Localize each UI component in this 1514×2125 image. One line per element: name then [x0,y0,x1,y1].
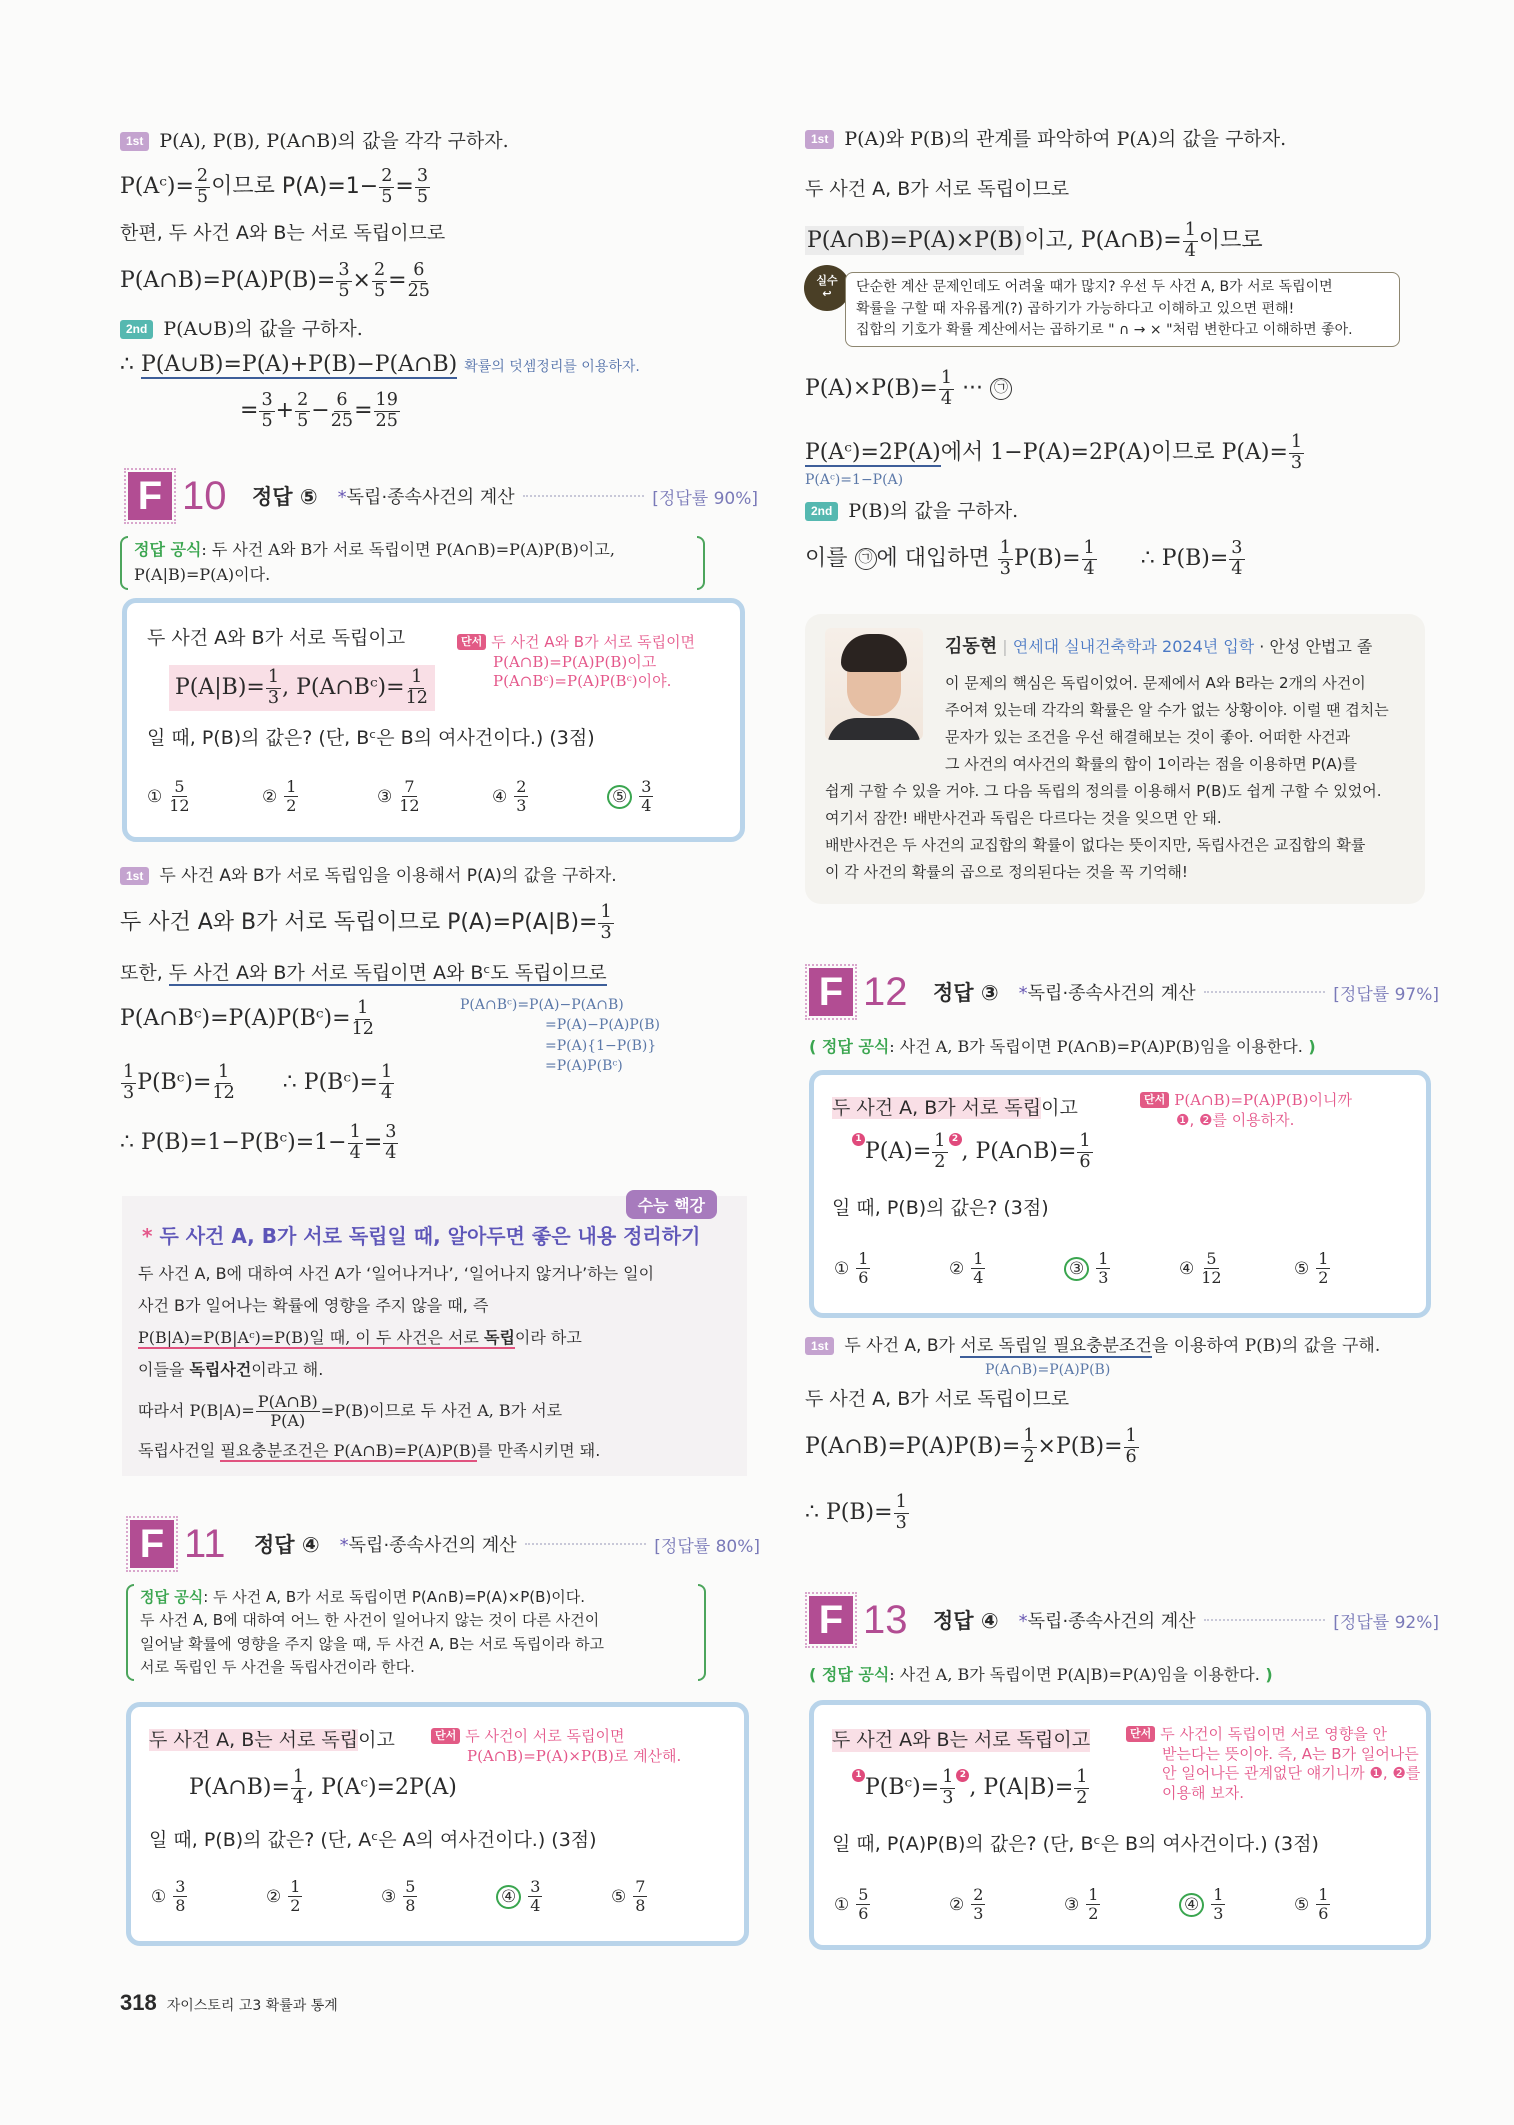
question-text: 일 때, P(B)의 값은? (3점) [832,1197,1049,1219]
choice-5-correct[interactable]: ⑤ $\frac{3}{4}$ [607,779,722,814]
hint-note: 단서 두 사건이 서로 독립이면 P(A∩B)=P(A)×P(B)로 계산해. [431,1727,681,1766]
choice-1[interactable]: ① $\frac{5}{6}$ [834,1885,869,1923]
problem-number: 12 [863,969,908,1014]
problem-number: 13 [863,1597,908,1642]
answer-label: 정답 ④ [254,1533,320,1557]
page-number: 318 [120,1990,157,2015]
step1-badge: 1st [120,132,149,150]
marker-1: 1 [852,1133,865,1146]
question-box-f13 [809,1700,1431,1950]
mistake-callout: 단순한 계산 문제인데도 어려울 때가 많지? 우선 두 사건 A, B가 서로 독립이면 확률을 구할 때 자유롭게(?) 곱하기가 가능하다고 이해하고 있으면 편해! 집합의 기호가 확률 계산에서는 곱하기로 " ∩ → × "처럼 변한다고 이해하면 좋아. [845,272,1400,347]
step2-line: 2nd P(A∪B)의 값을 구하자. [120,318,363,341]
equation-line: P(A∩Bᶜ)=P(A)P(Bᶜ)= $\frac{1}{12}$ [120,998,374,1039]
accuracy-rate: [정답률 80%] [654,1536,760,1557]
marker-2: 2 [949,1133,962,1146]
hint-note: 단서 두 사건 A와 B가 서로 독립이면 P(A∩B)=P(A)P(B)이고 P(A∩Bᶜ)=P(A)P(Bᶜ)이야. [457,633,695,692]
topic-label: *독립·종속사건의 계산 [1018,1611,1196,1632]
equation-line: P(A∩B)=P(A)P(B)= $\frac{3}{5}$ × $\frac{2}{5}$ = $\frac{6}{25}$ [120,260,430,301]
choice-4-correct[interactable]: ④ $\frac{1}{3}$ [1179,1887,1294,1922]
question-text: 두 사건 A, B가 서로 독립이고 [832,1097,1078,1119]
equation-line: P(Aᶜ)=2P(A)에서 1−P(A)=2P(A)이므로 P(A)= $\frac{1}{3}$ [805,432,1303,473]
hint-note: 단서 두 사건이 독립이면 서로 영향을 안 받는다는 뜻이야. 즉, A는 B가 일어나든 안 일어나든 관계없단 얘기니까 ❶, ❷를 이용해 보자. [1126,1725,1420,1803]
topic-label: *독립·종속사건의 계산 [339,1535,517,1556]
step1-line: 1st 두 사건 A와 B가 서로 독립임을 이용해서 P(A)의 값을 구하자. [120,866,617,886]
question-conditions: P(A|B)= $\frac{1}{3}$ , P(A∩Bᶜ)= $\frac{1}{12}$ [169,665,435,711]
marker-1: 1 [852,1769,865,1782]
answer-formula: ( 정답 공식: 사건 A, B가 독립이면 P(A∩B)=P(A)P(B)임을 이용한다. ) [809,1037,1316,1056]
dotted-leader [525,1543,647,1545]
student-info: 김동현 | 연세대 실내건축학과 2024년 입학 · 안성 안법고 졸 [945,636,1373,657]
question-text: 일 때, P(A)P(B)의 값은? (단, Bᶜ은 B의 여사건이다.) (3점) [832,1833,1319,1855]
f-badge: F [809,968,853,1016]
choice-1[interactable]: ① $\frac{5}{12}$ [147,777,190,815]
problem-header-f11 [130,1514,760,1574]
summary-box [122,1196,747,1476]
answer-choices [834,1887,1409,1922]
question-conditions: 1P(A)= $\frac{1}{2}$ 2, P(A∩B)= $\frac{1}{6}$ [852,1133,1094,1171]
text-line: 두 사건 A, B가 서로 독립이므로 [805,178,1070,200]
problem-number: 10 [182,473,227,518]
choice-3[interactable]: ③ $\frac{5}{8}$ [381,1877,416,1915]
choice-4[interactable]: ④ $\frac{2}{3}$ [492,777,527,815]
equation-line: 이를 ㉠ 에 대입하면 $\frac{1}{3}$ P(B)= $\frac{1}{4}$ ∴ P(B)= $\frac{3}{4}$ [805,538,1243,579]
f-badge: F [128,472,172,520]
answer-choices [151,1879,726,1914]
accuracy-rate: [정답률 97%] [1333,984,1439,1005]
answer-formula: 정답 공식: 두 사건 A와 B가 서로 독립이면 P(A∩B)=P(A)P(B)이고, P(A|B)=P(A)이다. [120,536,705,590]
choice-3[interactable]: ③ $\frac{1}{2}$ [1064,1885,1099,1923]
answer-label: 정답 ④ [933,1609,999,1633]
step1-line: 1st 두 사건 A, B가 서로 독립일 필요충분조건을 이용하여 P(B)의 값을 구해. [805,1336,1380,1356]
accuracy-rate: [정답률 90%] [652,488,758,509]
problem-number: 11 [184,1521,226,1566]
problem-header-f12 [809,962,1439,1022]
step1-line: 1st P(A)와 P(B)의 관계를 파악하여 P(A)의 값을 구하자. [805,128,1286,151]
choice-3-correct[interactable]: ③ $\frac{1}{3}$ [1064,1251,1179,1286]
tip-text: 이 문제의 핵심은 독립이었어. 문제에서 A와 B라는 2개의 사건이 주어져 있는데 각각의 확률은 알 수가 없는 상황이야. 이럴 땐 겹치는 문자가 있는 조건을 우선 해결해보는 것이 좋아. 어떠한 사건과 그 사건의 여사건의 확률의 합이 1이라는 점을 이용하면 P(A)를 [945,674,1389,773]
answer-formula: ( 정답 공식: 사건 A, B가 독립이면 P(A|B)=P(A)임을 이용한다. ) [809,1665,1273,1684]
note: P(A∩B)=P(A)P(B) [985,1362,1111,1378]
choice-2[interactable]: ② $\frac{1}{4}$ [949,1249,984,1287]
equation-line: 두 사건 A와 B가 서로 독립이므로 P(A)=P(A|B)= $\frac{1}{3}$ [120,902,612,943]
question-text: 일 때, P(B)의 값은? (단, Aᶜ은 A의 여사건이다.) (3점) [149,1829,597,1851]
summary-title: * 두 사건 A, B가 서로 독립일 때, 알아두면 좋은 내용 정리하기 [142,1224,701,1248]
topic-label: *독립·종속사건의 계산 [1018,983,1196,1004]
equation-line: P(A∩B)=P(A)P(B)= $\frac{1}{2}$ ×P(B)= $\frac{1}{6}$ [805,1426,1137,1467]
answer-label: 정답 ③ [933,981,999,1005]
question-conditions: 1P(Bᶜ)= $\frac{1}{3}$ 2, P(A|B)= $\frac{1}{2}$ [852,1769,1090,1807]
answer-label: 정답 ⑤ [252,485,318,509]
book-title: 자이스토리 고3 확률과 통계 [166,1998,338,2014]
equation-line: ∴ P(B)= $\frac{1}{3}$ [805,1492,907,1533]
suneung-tag: 수능 핵강 [626,1190,717,1219]
note: P(Aᶜ)=1−P(A) [805,472,904,488]
question-text: 두 사건 A, B는 서로 독립이고 [149,1729,395,1751]
question-text: 두 사건 A와 B는 서로 독립이고 [832,1729,1091,1751]
equation-line: P(A∩B)=P(A)×P(B)이고, P(A∩B)= $\frac{1}{4}$ 이므로 [807,220,1263,261]
choice-5[interactable]: ⑤ $\frac{7}{8}$ [611,1877,646,1915]
equation-line: = $\frac{3}{5}$ + $\frac{2}{5}$ − $\frac{6}{25}$ = $\frac{19}{25}$ [240,390,398,431]
answer-choices [147,779,722,814]
question-text: 두 사건 A와 B가 서로 독립이고 [147,627,406,649]
dotted-leader [523,495,645,497]
question-conditions: P(A∩B)= $\frac{1}{4}$ , P(Aᶜ)=2P(A) [189,1767,457,1808]
choice-4-correct[interactable]: ④ $\frac{3}{4}$ [496,1879,611,1914]
question-box-f10 [122,598,745,842]
problem-header-f13 [809,1590,1439,1650]
page-footer [120,1990,338,2016]
summary-body: 두 사건 A, B에 대하여 사건 A가 ‘일어나거나’, ‘일어나지 않거나’하는 일이 사건 B가 일어나는 확률에 영향을 주지 않을 때, 즉 P(B|A)=P(B|Aᶜ)=P(B)일 때, 이 두 사건은 서로 독립이라 하고 이들을 독립사건이라고 해. 따라서 P(B|A)= $\frac{P(A\cap B)}{P(A)}$ =P(B)이므로 두 사건 A, B가 서로 독립사건일 필요충분조건은 P(A∩B)=P(A)P(B)를 만족시키면 돼. [138,1264,655,1460]
student-tip-box [805,614,1425,904]
choice-1[interactable]: ① $\frac{1}{6}$ [834,1249,869,1287]
circled-label: ㉠ [990,378,1012,400]
mistake-badge: 실수 ↩ [807,268,847,308]
choice-3[interactable]: ③ $\frac{7}{12}$ [377,777,420,815]
marker-2: 2 [956,1769,969,1782]
text-line: 두 사건 A, B가 서로 독립이므로 [805,1388,1070,1410]
equation-line: P(A)×P(B)= $\frac{1}{4}$ ··· ㉠ [805,370,1012,408]
question-box-f11 [126,1702,749,1946]
return-arrow-icon: ↩ [822,287,832,300]
question-box-f12 [809,1070,1431,1318]
f-badge: F [130,1520,174,1568]
choice-4[interactable]: ④ $\frac{5}{12}$ [1179,1249,1222,1287]
choice-5[interactable]: ⑤ $\frac{1}{2}$ [1294,1249,1329,1287]
student-photo [825,628,923,740]
equation-line: ∴ P(B)=1−P(Bᶜ)=1− $\frac{1}{4}$ = $\frac{3}{4}$ [120,1122,397,1163]
choice-2[interactable]: ② $\frac{1}{2}$ [262,777,297,815]
f-badge: F [809,1596,853,1644]
hint-tag: 단서 [457,634,486,650]
question-text: 일 때, P(B)의 값은? (단, Bᶜ은 B의 여사건이다.) (3점) [147,727,595,749]
text-line: 한편, 두 사건 A와 B는 서로 독립이므로 [120,222,446,244]
equation-line: ∴ P(A∪B)=P(A)+P(B)−P(A∩B) 확률의 덧셈정리를 이용하자. [120,352,640,377]
equation-line: $\frac{1}{3}$ P(Bᶜ)= $\frac{1}{12}$ ∴ P(Bᶜ)= $\frac{1}{4}$ [123,1062,393,1103]
answer-formula: 정답 공식: 두 사건 A, B가 서로 독립이면 P(A∩B)=P(A)×P(B)이다. 두 사건 A, B에 대하여 어느 한 사건이 일어나지 않는 것이 다른 사건이 일어날 확률에 영향을 주지 않을 때, 두 사건 A, B는 서로 독립이라 하고 서로 독립인 두 사건을 독립사건이라 한다. [126,1584,706,1681]
accuracy-rate: [정답률 92%] [1333,1612,1439,1633]
choice-2[interactable]: ② $\frac{2}{3}$ [949,1885,984,1923]
choice-1[interactable]: ① $\frac{3}{8}$ [151,1877,186,1915]
text-line: 또한, 두 사건 A와 B가 서로 독립이면 A와 Bᶜ도 독립이므로 [120,962,607,984]
answer-choices [834,1251,1409,1286]
note: 확률의 덧셈정리를 이용하자. [464,359,640,375]
fraction: $\frac{2}{5}$ [196,166,209,207]
choice-5[interactable]: ⑤ $\frac{1}{6}$ [1294,1885,1329,1923]
step2-line: 2nd P(B)의 값을 구하자. [805,500,1018,523]
step1-line: 1st P(A), P(B), P(A∩B)의 값을 각각 구하자. [120,130,509,153]
topic-label: *독립·종속사건의 계산 [337,487,515,508]
problem-header-f10 [128,466,758,526]
hint-note: 단서 P(A∩B)=P(A)P(B)이니까 ❶, ❷를 이용하자. [1140,1091,1352,1130]
tip-text-full: 쉽게 구할 수 있을 거야. 그 다음 독립의 정의를 이용해서 P(B)도 쉽게 구할 수 있었어. 여기서 잠깐! 배반사건과 독립은 다르다는 것을 잊으면 안 돼. 배반사건은 두 사건의 교집합의 확률이 없다는 뜻이지만, 독립사건은 교집합의 확률 이 각 사건의 확률의 곱으로 정의된다는 것을 꼭 기억해! [825,782,1382,881]
side-derivation: P(A∩Bᶜ)=P(A)−P(A∩B) =P(A)−P(A)P(B) =P(A){1−P(B)} =P(A)P(Bᶜ) [460,997,661,1074]
choice-2[interactable]: ② $\frac{1}{2}$ [266,1877,301,1915]
equation-line: P(Aᶜ)= $\frac{2}{5}$ 이므로 P(A)=1− $\frac{2}{5}$ = $\frac{3}{5}$ [120,166,429,207]
step2-badge: 2nd [120,320,153,338]
